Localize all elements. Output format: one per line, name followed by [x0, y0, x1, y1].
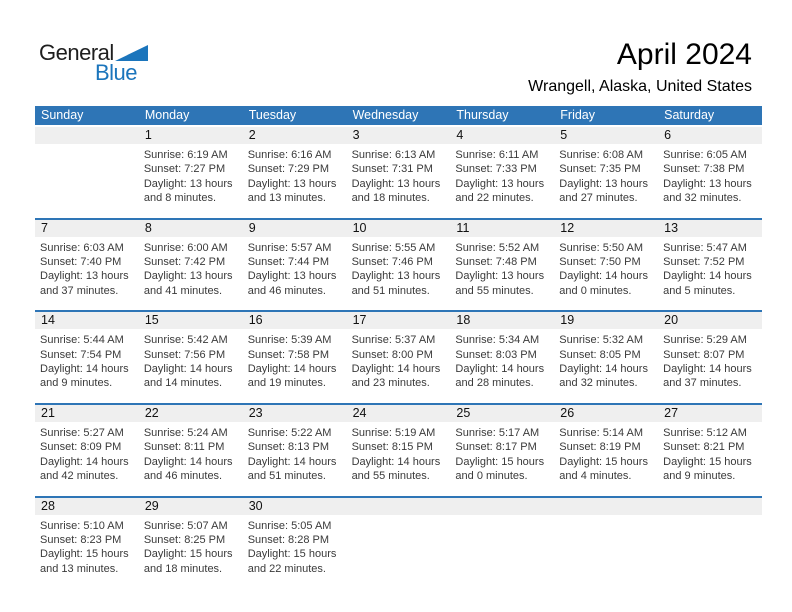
day-details [139, 329, 243, 403]
sunrise-text: Sunrise: 5:22 AM [247, 426, 332, 439]
sunrise-text: Sunrise: 5:50 AM [559, 241, 644, 254]
daylight-text: Daylight: 15 hours and 22 minutes. [247, 548, 337, 575]
sunset-text: Sunset: 7:38 PM [663, 163, 745, 176]
day-number: 20 [658, 312, 762, 329]
day-cell [450, 405, 554, 496]
sunrise-text: Sunrise: 6:16 AM [247, 149, 332, 161]
sunrise-text: Sunrise: 5:07 AM [143, 519, 228, 532]
sunset-text: Sunset: 7:35 PM [559, 163, 641, 176]
sunset-text: Sunset: 7:54 PM [40, 348, 122, 361]
day-cell [554, 220, 658, 311]
sunrise-text: Sunrise: 5:55 AM [351, 241, 436, 254]
day-details [139, 237, 243, 311]
day-details [450, 329, 554, 403]
week-row [35, 403, 762, 496]
sunset-text: Sunset: 8:28 PM [247, 533, 330, 546]
day-number: 10 [347, 220, 451, 237]
day-number: 6 [658, 127, 762, 144]
sunrise-text: Sunrise: 5:17 AM [455, 426, 540, 439]
day-cell [35, 405, 139, 496]
day-details [243, 515, 347, 589]
daylight-text: Daylight: 13 hours and 18 minutes. [351, 177, 441, 205]
day-cell [139, 405, 243, 496]
daylight-text: Daylight: 14 hours and 32 minutes. [559, 363, 648, 390]
weekday-header-saturday: Saturday [664, 108, 715, 122]
day-details [35, 237, 139, 311]
sunrise-text: Sunrise: 6:05 AM [663, 149, 747, 161]
day-cell [347, 405, 451, 496]
sunrise-text: Sunrise: 5:47 AM [663, 241, 747, 254]
weekday-header-friday: Friday [560, 108, 596, 122]
sunrise-text: Sunrise: 5:42 AM [143, 334, 228, 347]
daylight-text: Daylight: 14 hours and 19 minutes. [247, 363, 337, 390]
sunset-text: Sunset: 7:29 PM [247, 163, 330, 176]
weekday-header-wednesday: Wednesday [352, 108, 419, 122]
day-details [450, 144, 554, 218]
daylight-text: Daylight: 14 hours and 5 minutes. [663, 270, 752, 297]
sunset-text: Sunset: 7:48 PM [455, 256, 537, 269]
daylight-text: Daylight: 13 hours and 37 minutes. [40, 270, 129, 297]
sunrise-text: Sunrise: 5:10 AM [40, 519, 124, 532]
day-number: 23 [243, 405, 347, 422]
general-blue-logo [39, 40, 169, 85]
sunrise-text: Sunrise: 5:57 AM [247, 241, 332, 254]
location-subtitle: Wrangell, Alaska, United States [528, 78, 752, 95]
logo-text-blue: Blue [95, 60, 138, 85]
day-cell [658, 405, 762, 496]
sunset-text: Sunset: 7:58 PM [247, 348, 330, 361]
weekday-header-monday: Monday [144, 108, 190, 122]
sunrise-text: Sunrise: 5:29 AM [663, 334, 747, 347]
day-cell [450, 127, 554, 218]
logo-triangle-icon [115, 45, 148, 61]
sunrise-text: Sunrise: 6:08 AM [559, 149, 644, 161]
day-details [35, 515, 139, 589]
sunrise-text: Sunrise: 5:27 AM [40, 426, 124, 439]
sunset-text: Sunset: 8:00 PM [351, 348, 433, 361]
sunset-text: Sunset: 7:42 PM [143, 256, 226, 269]
day-details [450, 237, 554, 311]
daylight-text: Daylight: 14 hours and 23 minutes. [351, 363, 441, 390]
day-number: 28 [35, 498, 139, 515]
sunset-text: Sunset: 8:05 PM [559, 348, 641, 361]
day-number: 3 [347, 127, 451, 144]
day-details [139, 515, 243, 589]
day-details [658, 515, 762, 588]
day-cell [35, 312, 139, 403]
day-number: 21 [35, 405, 139, 422]
day-number: 13 [658, 220, 762, 237]
day-number: 15 [139, 312, 243, 329]
day-details [35, 422, 139, 496]
day-cell [243, 498, 347, 589]
sunset-text: Sunset: 8:13 PM [247, 441, 330, 454]
sunset-text: Sunset: 8:03 PM [455, 348, 537, 361]
day-cell [450, 498, 554, 589]
day-number: 27 [658, 405, 762, 422]
sunset-text: Sunset: 7:40 PM [40, 256, 122, 269]
sunrise-text: Sunrise: 5:39 AM [247, 334, 332, 347]
sunset-text: Sunset: 8:11 PM [143, 441, 225, 454]
day-details [243, 422, 347, 496]
daylight-text: Daylight: 13 hours and 51 minutes. [351, 270, 441, 297]
day-details [450, 422, 554, 496]
day-cell [139, 312, 243, 403]
day-number: 19 [554, 312, 658, 329]
day-details [658, 237, 762, 311]
daylight-text: Daylight: 15 hours and 13 minutes. [40, 548, 129, 575]
day-cell [347, 127, 451, 218]
day-number: 18 [450, 312, 554, 329]
daylight-text: Daylight: 14 hours and 0 minutes. [559, 270, 648, 297]
day-details [554, 329, 658, 403]
day-cell [139, 127, 243, 218]
weekday-header-row [35, 106, 762, 125]
day-number: 17 [347, 312, 451, 329]
day-cell [554, 405, 658, 496]
week-row [35, 496, 762, 589]
sunset-text: Sunset: 7:50 PM [559, 256, 641, 269]
daylight-text: Daylight: 14 hours and 51 minutes. [247, 455, 337, 483]
day-number: 24 [347, 405, 451, 422]
daylight-text: Daylight: 15 hours and 9 minutes. [663, 455, 752, 483]
daylight-text: Daylight: 15 hours and 0 minutes. [455, 455, 545, 483]
day-cell [450, 312, 554, 403]
weekday-header-tuesday: Tuesday [248, 108, 297, 122]
day-number: 8 [139, 220, 243, 237]
sunrise-text: Sunrise: 5:44 AM [40, 334, 124, 347]
day-details [243, 144, 347, 218]
logo-text-general: General [39, 40, 114, 65]
daylight-text: Daylight: 15 hours and 4 minutes. [559, 455, 648, 483]
day-details [35, 144, 139, 217]
sunset-text: Sunset: 7:33 PM [455, 163, 537, 176]
sunrise-text: Sunrise: 6:03 AM [40, 241, 124, 254]
day-cell [35, 220, 139, 311]
day-number: 12 [554, 220, 658, 237]
day-cell [243, 405, 347, 496]
day-cell [347, 312, 451, 403]
day-details [658, 144, 762, 218]
daylight-text: Daylight: 13 hours and 27 minutes. [559, 177, 648, 205]
day-number [35, 127, 139, 144]
calendar-body [35, 127, 762, 588]
day-details [347, 329, 451, 403]
sunset-text: Sunset: 8:09 PM [40, 441, 122, 454]
sunrise-text: Sunrise: 5:05 AM [247, 519, 332, 532]
day-details [347, 237, 451, 311]
day-details [554, 515, 658, 588]
sunrise-text: Sunrise: 5:14 AM [559, 426, 644, 439]
sunset-text: Sunset: 7:56 PM [143, 348, 226, 361]
daylight-text: Daylight: 14 hours and 55 minutes. [351, 455, 441, 483]
day-number: 29 [139, 498, 243, 515]
sunrise-text: Sunrise: 5:52 AM [455, 241, 540, 254]
week-row [35, 310, 762, 403]
daylight-text: Daylight: 13 hours and 32 minutes. [663, 177, 752, 205]
day-cell [347, 220, 451, 311]
daylight-text: Daylight: 13 hours and 55 minutes. [455, 270, 545, 297]
daylight-text: Daylight: 13 hours and 22 minutes. [455, 177, 545, 205]
daylight-text: Daylight: 13 hours and 13 minutes. [247, 177, 337, 205]
day-details [347, 422, 451, 496]
day-details [554, 422, 658, 496]
day-number [554, 498, 658, 515]
day-details [243, 237, 347, 311]
day-cell [554, 127, 658, 218]
daylight-text: Daylight: 14 hours and 14 minutes. [143, 363, 233, 390]
daylight-text: Daylight: 13 hours and 46 minutes. [247, 270, 337, 297]
day-details [243, 329, 347, 403]
day-number: 7 [35, 220, 139, 237]
sunset-text: Sunset: 8:19 PM [559, 441, 641, 454]
sunset-text: Sunset: 8:15 PM [351, 441, 433, 454]
daylight-text: Daylight: 13 hours and 41 minutes. [143, 270, 233, 297]
daylight-text: Daylight: 13 hours and 8 minutes. [143, 177, 233, 205]
day-cell [658, 312, 762, 403]
sunset-text: Sunset: 8:21 PM [663, 441, 745, 454]
week-row [35, 127, 762, 218]
day-number: 26 [554, 405, 658, 422]
day-number [658, 498, 762, 515]
sunset-text: Sunset: 7:31 PM [351, 163, 433, 176]
day-cell [139, 220, 243, 311]
day-details [139, 144, 243, 218]
sunrise-text: Sunrise: 6:19 AM [143, 149, 228, 161]
day-details [35, 329, 139, 403]
day-cell [243, 220, 347, 311]
day-details [554, 237, 658, 311]
daylight-text: Daylight: 14 hours and 42 minutes. [40, 455, 129, 483]
day-number [347, 498, 451, 515]
page-title: April 2024 [616, 38, 752, 71]
day-cell [554, 312, 658, 403]
daylight-text: Daylight: 14 hours and 28 minutes. [455, 363, 545, 390]
day-cell [554, 498, 658, 589]
day-details [450, 515, 554, 588]
day-cell [35, 127, 139, 218]
weekday-header-sunday: Sunday [41, 108, 84, 122]
sunrise-text: Sunrise: 5:37 AM [351, 334, 436, 347]
day-number: 25 [450, 405, 554, 422]
week-row [35, 218, 762, 311]
sunset-text: Sunset: 7:52 PM [663, 256, 745, 269]
day-number: 11 [450, 220, 554, 237]
sunset-text: Sunset: 7:46 PM [351, 256, 433, 269]
day-cell [35, 498, 139, 589]
day-cell [243, 312, 347, 403]
sunset-text: Sunset: 8:23 PM [40, 533, 122, 546]
day-details [347, 515, 451, 588]
day-details [347, 144, 451, 218]
day-details [658, 329, 762, 403]
sunrise-text: Sunrise: 6:13 AM [351, 149, 436, 161]
daylight-text: Daylight: 14 hours and 46 minutes. [143, 455, 233, 483]
day-details [658, 422, 762, 496]
sunrise-text: Sunrise: 6:00 AM [143, 241, 228, 254]
daylight-text: Daylight: 14 hours and 9 minutes. [40, 363, 129, 390]
day-number: 30 [243, 498, 347, 515]
day-number: 16 [243, 312, 347, 329]
day-cell [658, 498, 762, 589]
sunset-text: Sunset: 7:44 PM [247, 256, 330, 269]
sunrise-text: Sunrise: 5:12 AM [663, 426, 747, 439]
day-number: 9 [243, 220, 347, 237]
day-cell [243, 127, 347, 218]
sunrise-text: Sunrise: 5:24 AM [143, 426, 228, 439]
sunset-text: Sunset: 7:27 PM [143, 163, 226, 176]
sunrise-text: Sunrise: 5:34 AM [455, 334, 540, 347]
day-cell [139, 498, 243, 589]
sunset-text: Sunset: 8:25 PM [143, 533, 226, 546]
sunrise-text: Sunrise: 6:11 AM [455, 149, 539, 161]
day-number: 2 [243, 127, 347, 144]
day-number: 5 [554, 127, 658, 144]
daylight-text: Daylight: 14 hours and 37 minutes. [663, 363, 752, 390]
sunset-text: Sunset: 8:17 PM [455, 441, 537, 454]
sunset-text: Sunset: 8:07 PM [663, 348, 745, 361]
calendar-table [35, 106, 762, 588]
day-details [139, 422, 243, 496]
daylight-text: Daylight: 15 hours and 18 minutes. [143, 548, 233, 575]
weekday-header-thursday: Thursday [456, 108, 509, 122]
day-details [554, 144, 658, 218]
day-cell [347, 498, 451, 589]
day-cell [658, 220, 762, 311]
day-number: 22 [139, 405, 243, 422]
sunrise-text: Sunrise: 5:32 AM [559, 334, 644, 347]
day-number: 4 [450, 127, 554, 144]
day-number [450, 498, 554, 515]
day-cell [658, 127, 762, 218]
sunrise-text: Sunrise: 5:19 AM [351, 426, 436, 439]
day-number: 1 [139, 127, 243, 144]
day-number: 14 [35, 312, 139, 329]
day-cell [450, 220, 554, 311]
